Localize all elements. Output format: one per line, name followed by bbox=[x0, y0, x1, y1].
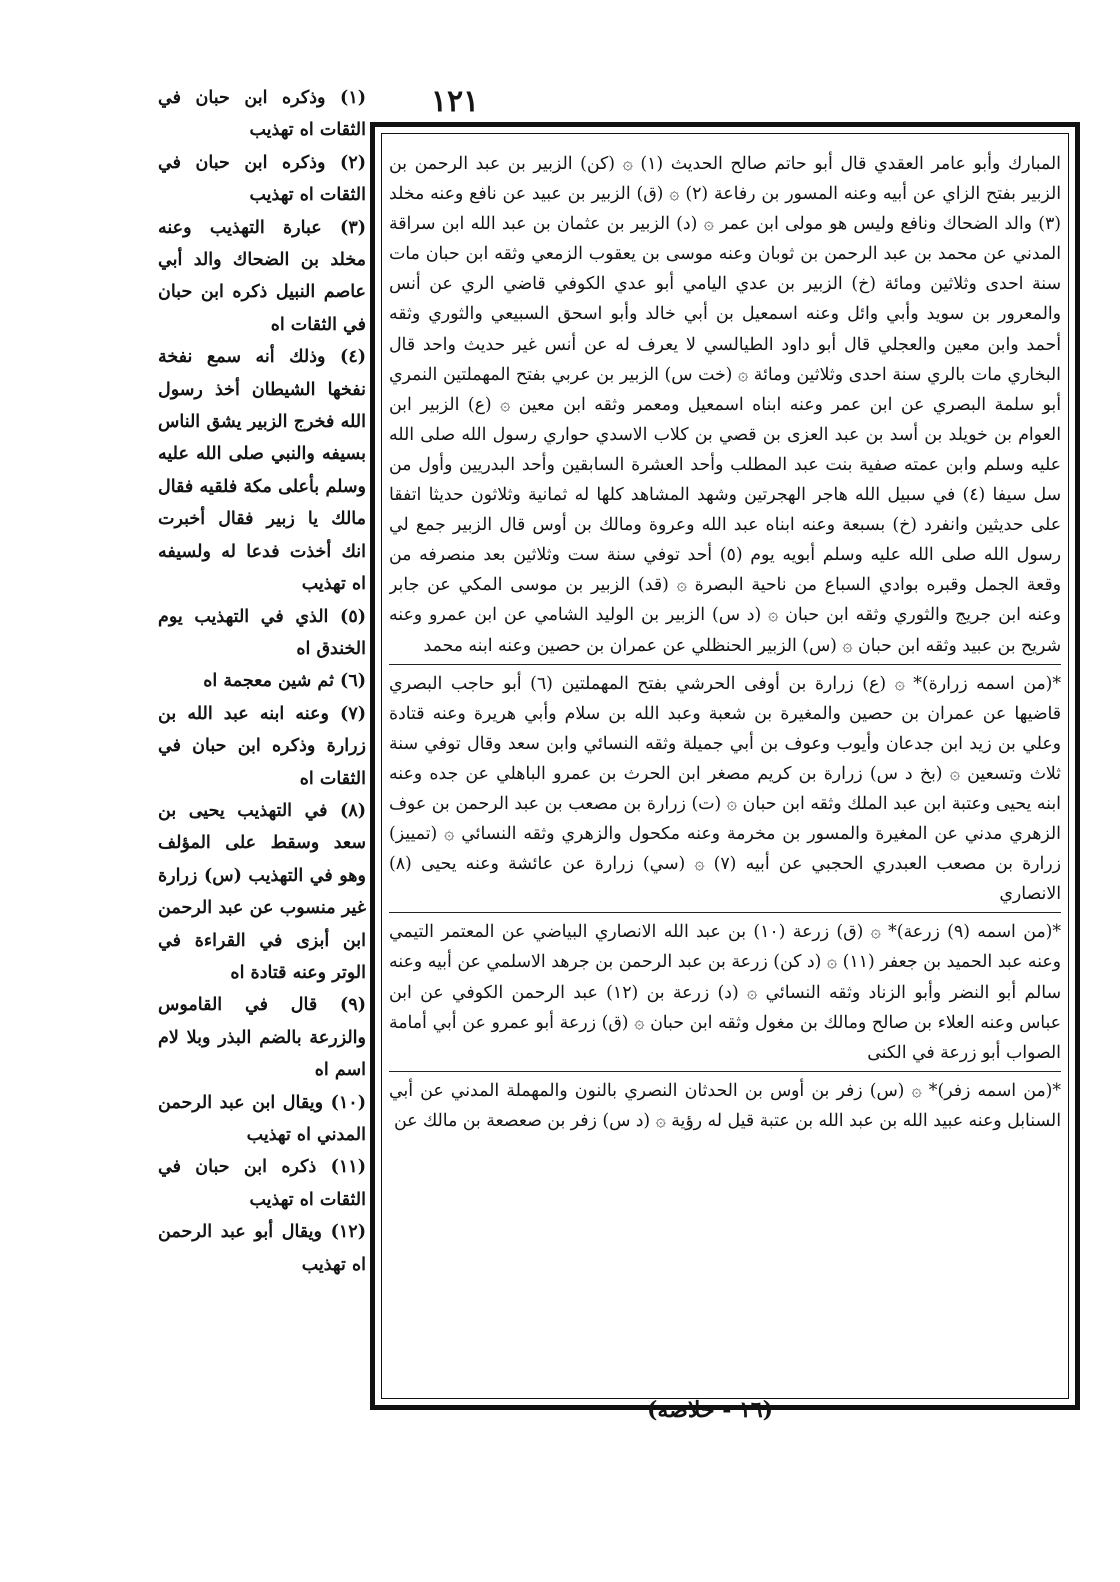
main-paragraph: *(من اسمه (٩) زرعة)* ۞ (ق) زرعة (١٠) بن عبد الله الانصاري البياضي عن المعتمر التيمي وعنه عبد الحميد بن جعفر (١١) ۞ (د كن) زرعة بن عبد الرحمن بن جرهد الاسلمي عن أبيه وعنه سالم أبو النضر وأبو الزناد وثقه النسائي ۞ (د) زرعة بن (١٢) عبد الرحمن الكوفي عن ابن عباس وعنه العلاء بن صالح ومالك بن مغول وثقه ابن حبان ۞ (ق) زرعة أبو عمرو عن أبي أمامة الصواب أبو زرعة في الكنى bbox=[389, 922, 1061, 1063]
signature-mark: (١٦ - خلاصة) bbox=[646, 1397, 774, 1423]
footnote: (٤) وذلك أنه سمع نفخة نفخها الشيطان أخذ رسول الله فخرج الزبير يشق الناس بسيفه والنبي صلى الله عليه وسلم بأعلى مكة فلقيه فقال مالك يا زبير فقال أخبرت انك أخذت فدعا له ولسيفه اه تهذيب bbox=[158, 347, 366, 595]
section-divider bbox=[389, 912, 1061, 913]
footnote: (١٢) ويقال أبو عبد الرحمن اه تهذيب bbox=[158, 1222, 366, 1275]
footnote: (٧) وعنه ابنه عبد الله بن زرارة وذكره ابن حبان في الثقات اه bbox=[158, 703, 366, 789]
page-number: ١٢١ bbox=[430, 84, 480, 119]
footnote: (٣) عبارة التهذيب وعنه مخلد بن الضحاك والد أبي عاصم النبيل ذكره ابن حبان في الثقات اه bbox=[158, 217, 366, 335]
main-paragraph: *(من اسمه زفر)* ۞ (س) زفر بن أوس بن الحدثان النصري بالنون والمهملة المدني عن أبي السنابل وعنه عبيد الله بن عبد الله بن عتبة قيل له رؤية ۞ (د س) زفر بن صعصعة بن مالك عن bbox=[389, 1080, 1061, 1131]
footnote: (٥) الذي في التهذيب يوم الخندق اه bbox=[158, 606, 366, 659]
footnotes-column bbox=[158, 82, 366, 1462]
footnote: (١) وذكره ابن حبان في الثقات اه تهذيب bbox=[158, 88, 366, 141]
footnote: (٢) وذكره ابن حبان في الثقات اه تهذيب bbox=[158, 152, 366, 206]
main-paragraph: المبارك وأبو عامر العقدي قال أبو حاتم صالح الحديث (١) ۞ (كن) الزبير بن عبد الرحمن بن الزبير بفتح الزاي عن أبيه وعنه المسور بن رفاعة (٢) ۞ (ق) الزبير بن عبيد عن نافع وعنه مخلد (٣) والد الضحاك ونافع وليس هو مولى ابن عمر ۞ (د) الزبير بن عثمان بن عبد الله ابن سراقة المدني عن محمد بن عبد الرحمن بن ثوبان وعنه موسى بن يعقوب الزمعي وثقه ابن حبان مات سنة احدى وثلاثين ومائة (خ) الزبير بن عدي اليامي أبو عدي الكوفي قاضي الري عن أنس والمعرور بن سويد وأبي وائل وعنه اسمعيل بن أبي خالد وأبو اسحق السبيعي والثوري وثقه أحمد وابن معين والعجلي قال أبو داود الطيالسي لا يعرف له عن أنس غير حديث واحد قال البخاري مات بالري سنة احدى وثلاثين ومائة ۞ (خت س) الزبير بن عربي بفتح المهملتين النمري أبو سلمة البصري عن ابن عمر وعنه ابناه اسمعيل ومعمر وثقه ابن معين ۞ (ع) الزبير ابن العوام بن خويلد بن أسد بن عبد العزى بن قصي بن كلاب الاسدي حواري رسول الله صلى الله عليه وسلم وابن عمته صفية بنت عبد المطلب وأحد العشرة السابقين وأحد البدريين وأول من سل سيفا (٤) في سبيل الله هاجر الهجرتين وشهد المشاهد كلها له ثمانية وثلاثون حديثا اتفقا على حديثين وانفرد (خ) بسبعة وعنه ابناه عبد الله وعروة ومالك بن أوس قال الزبير جمع لي رسول الله صلى الله عليه وسلم أبويه يوم (٥) أحد توفي سنة ست وثلاثين بعد منصرفه من وقعة الجمل وقبره بوادي السباع من ناحية البصرة ۞ (قد) الزبير بن موسى المكي عن جابر وعنه ابن جريج والثوري وثقه ابن حبان ۞ (د س) الزبير بن الوليد الشامي عن ابن عمرو وعنه شريح بن عبيد وثقه ابن حبان ۞ (س) الزبير الحنظلي عن عمران بن حصين وعنه ابنه محمد bbox=[389, 154, 1061, 656]
section-divider bbox=[389, 1071, 1061, 1072]
footnote: (١١) ذكره ابن حبان في الثقات اه تهذيب bbox=[158, 1157, 366, 1210]
footnote: (٩) قال في القاموس والزرعة بالضم البذر وبلا لام اسم اه bbox=[158, 995, 366, 1081]
main-paragraph: *(من اسمه زرارة)* ۞ (ع) زرارة بن أوفى الحرشي بفتح المهملتين (٦) أبو حاجب البصري قاضيها عن عمران بن حصين والمغيرة بن شعبة وعبد الله بن سلام وأبي هريرة وعنه قتادة وعلي بن زيد ابن جدعان وأيوب وعوف بن أبي جميلة وثقه النسائي وابن سعد وقال توفي سنة ثلاث وتسعين ۞ (بخ د س) زرارة بن كريم مصغر ابن الحرث بن عمرو الباهلي عن جده وعنه ابنه يحيى وعتبة ابن عبد الملك وثقه ابن حبان ۞ (ت) زرارة بن مصعب بن عبد الرحمن بن عوف الزهري مدني عن المغيرة والمسور بن مخرمة وعنه مكحول والزهري وثقه النسائي ۞ (تمييز) زرارة بن مصعب العبدري الحجبي عن أبيه (٧) ۞ (سي) زرارة عن عائشة وعنه يحيى (٨) الانصاري bbox=[389, 673, 1061, 905]
footnote: (٦) ثم شين معجمة اه bbox=[203, 671, 366, 692]
main-text-body bbox=[389, 149, 1061, 1391]
footnote: (١٠) ويقال ابن عبد الرحمن المدني اه تهذيب bbox=[158, 1092, 366, 1145]
footnote: (٨) في التهذيب يحيى بن سعد وسقط على المؤلف وهو في التهذيب (س) زرارة غير منسوب عن عبد الرحمن ابن أبزى في القراءة في الوتر وعنه قتادة اه bbox=[158, 800, 366, 983]
main-text-frame bbox=[370, 122, 1080, 1410]
section-divider bbox=[389, 664, 1061, 665]
